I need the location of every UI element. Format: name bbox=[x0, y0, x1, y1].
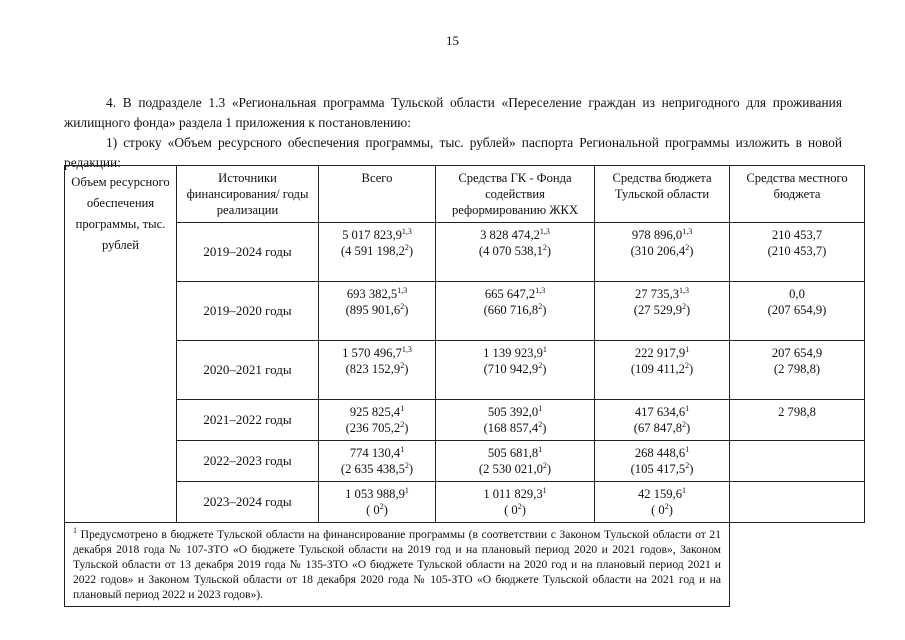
footnote-ref: 1 bbox=[538, 403, 543, 413]
local-cell-alt-value: (207 654,9) bbox=[767, 303, 827, 317]
closing-paren: ) bbox=[686, 421, 691, 435]
region-cell bbox=[595, 400, 730, 441]
year-cell: 2022–2023 годы bbox=[177, 441, 319, 482]
footnote-ref: 1,3 bbox=[682, 226, 693, 236]
fund-cell-alt-value: (710 942,9 bbox=[483, 362, 539, 376]
footnote-ref: 2 bbox=[379, 501, 384, 511]
total-cell-value: 5 017 823,9 bbox=[342, 228, 402, 242]
header-fund: Средства ГК - Фонда содействия реформированию ЖКХ bbox=[436, 166, 595, 223]
footnote-ref: 2 bbox=[682, 301, 687, 311]
fund-cell-alt-value: (2 530 021,0 bbox=[478, 462, 543, 476]
region-cell bbox=[595, 223, 730, 282]
fund-cell-value: 3 828 474,2 bbox=[480, 228, 540, 242]
table-row bbox=[65, 223, 865, 282]
fund-cell-alt-value: (168 857,4 bbox=[483, 421, 539, 435]
row-label: Объем ресурсного обеспечения программы, тыс. рублей bbox=[71, 175, 170, 252]
local-cell-value: 0,0 bbox=[789, 287, 805, 301]
total-cell bbox=[319, 482, 436, 523]
fund-cell bbox=[436, 223, 595, 282]
footnote-ref: 1,3 bbox=[401, 226, 412, 236]
footnote-ref: 1,3 bbox=[401, 344, 412, 354]
region-cell-value: 978 896,0 bbox=[631, 228, 683, 242]
footnote-mark: 1 bbox=[73, 526, 77, 536]
header-total: Всего bbox=[319, 166, 436, 223]
total-cell-value: 774 130,4 bbox=[349, 446, 401, 460]
closing-paren: ) bbox=[668, 503, 673, 517]
total-cell bbox=[319, 223, 436, 282]
table-row bbox=[65, 400, 865, 441]
closing-paren: ) bbox=[686, 303, 691, 317]
closing-paren: ) bbox=[688, 362, 694, 376]
fund-cell-alt-value: (4 070 538,1 bbox=[478, 244, 543, 258]
footnote-ref: 1 bbox=[538, 444, 543, 454]
footnote-ref: 2 bbox=[685, 242, 690, 252]
year-cell: 2021–2022 годы bbox=[177, 400, 319, 441]
region-cell-alt-value: ( 0 bbox=[651, 503, 665, 517]
local-cell-alt-value: (2 798,8) bbox=[773, 362, 821, 376]
paragraph-instruction: 1) строку «Объем ресурсного обеспечения программы, тыс. рублей» паспорта Региональной программы изложить в новой редакции: bbox=[64, 135, 842, 170]
total-cell-alt-value: (895 901,6 bbox=[345, 303, 401, 317]
local-cell-value: 2 798,8 bbox=[778, 405, 816, 419]
footnote-ref: 1 bbox=[685, 444, 690, 454]
total-cell-alt-value: (823 152,9 bbox=[345, 362, 401, 376]
resource-table bbox=[64, 165, 865, 607]
year-cell: 2019–2020 годы bbox=[177, 282, 319, 341]
header-region: Средства бюджета Тульской области bbox=[595, 166, 730, 223]
closing-paren: ) bbox=[521, 503, 526, 517]
local-cell-value: 207 654,9 bbox=[771, 346, 823, 360]
year-cell: 2023–2024 годы bbox=[177, 482, 319, 523]
region-cell-value: 27 735,3 bbox=[634, 287, 680, 301]
closing-paren: ) bbox=[546, 244, 552, 258]
region-cell-alt-value: (67 847,8 bbox=[633, 421, 683, 435]
header-local: Средства местного бюджета bbox=[730, 166, 865, 223]
local-cell bbox=[730, 400, 865, 441]
closing-paren: ) bbox=[404, 421, 409, 435]
region-cell bbox=[595, 441, 730, 482]
local-cell bbox=[730, 282, 865, 341]
footnote bbox=[65, 523, 730, 607]
footnote-ref: 1,3 bbox=[679, 285, 690, 295]
closing-paren: ) bbox=[689, 462, 694, 476]
footnote-ref: 2 bbox=[400, 419, 405, 429]
row-label-cell bbox=[65, 166, 177, 523]
local-cell-alt-value: (210 453,7) bbox=[767, 244, 827, 258]
region-cell-value: 222 917,9 bbox=[634, 346, 686, 360]
year-cell: 2020–2021 годы bbox=[177, 341, 319, 400]
region-cell-alt-value: (109 411,2 bbox=[630, 362, 685, 376]
region-cell bbox=[595, 282, 730, 341]
footnote-ref: 2 bbox=[682, 419, 687, 429]
header-row bbox=[65, 166, 865, 223]
local-cell bbox=[730, 441, 865, 482]
footnote-ref: 2 bbox=[538, 419, 543, 429]
footnote-ref: 2 bbox=[517, 501, 522, 511]
fund-cell-alt-value: (660 716,8 bbox=[483, 303, 539, 317]
fund-cell-value: 505 681,8 bbox=[487, 446, 539, 460]
region-cell-alt-value: (310 206,4 bbox=[630, 244, 686, 258]
footnote-ref: 2 bbox=[684, 360, 689, 370]
table-row bbox=[65, 441, 865, 482]
footnote-ref: 2 bbox=[685, 460, 690, 470]
closing-paren: ) bbox=[408, 244, 414, 258]
table-row bbox=[65, 341, 865, 400]
fund-cell-value: 1 011 829,3 bbox=[483, 487, 543, 501]
footnote-ref: 2 bbox=[400, 301, 405, 311]
fund-cell bbox=[436, 482, 595, 523]
footnote-ref: 2 bbox=[404, 460, 409, 470]
total-cell-value: 1 570 496,7 bbox=[342, 346, 402, 360]
closing-paren: ) bbox=[546, 462, 552, 476]
footnote-row bbox=[65, 523, 865, 607]
closing-paren: ) bbox=[542, 362, 547, 376]
paragraph-intro: 4. В подразделе 1.3 «Региональная программа Тульской области «Переселение граждан из непригодного для проживания жилищного фонда» раздела 1 приложения к постановлению: bbox=[64, 95, 842, 130]
fund-cell-alt-value: ( 0 bbox=[504, 503, 518, 517]
total-cell-alt-value: (4 591 198,2 bbox=[340, 244, 405, 258]
fund-cell bbox=[436, 400, 595, 441]
total-cell-value: 1 053 988,9 bbox=[345, 487, 405, 501]
region-cell-value: 268 448,6 bbox=[634, 446, 686, 460]
footnote-ref: 2 bbox=[542, 460, 547, 470]
footnote-ref: 2 bbox=[538, 301, 543, 311]
table-row bbox=[65, 282, 865, 341]
local-cell bbox=[730, 223, 865, 282]
closing-paren: ) bbox=[408, 462, 414, 476]
footnote-ref: 2 bbox=[664, 501, 669, 511]
region-cell-value: 417 634,6 bbox=[634, 405, 686, 419]
footnote-ref: 1 bbox=[685, 344, 690, 354]
table-row bbox=[65, 482, 865, 523]
footnote-ref: 1,3 bbox=[397, 285, 408, 295]
footnote-ref: 2 bbox=[542, 242, 547, 252]
fund-cell bbox=[436, 441, 595, 482]
closing-paren: ) bbox=[404, 303, 409, 317]
closing-paren: ) bbox=[689, 244, 694, 258]
footnote-ref: 1 bbox=[400, 403, 405, 413]
footnote-ref: 1 bbox=[682, 485, 687, 495]
footnote-ref: 1 bbox=[542, 485, 547, 495]
region-cell-alt-value: (27 529,9 bbox=[633, 303, 683, 317]
footnote-ref: 1 bbox=[404, 485, 409, 495]
total-cell bbox=[319, 441, 436, 482]
total-cell bbox=[319, 341, 436, 400]
closing-paren: ) bbox=[542, 303, 547, 317]
total-cell bbox=[319, 282, 436, 341]
header-sources: Источники финансирования/ годы реализации bbox=[177, 166, 319, 223]
region-cell bbox=[595, 341, 730, 400]
local-cell bbox=[730, 341, 865, 400]
footnote-ref: 2 bbox=[404, 242, 409, 252]
total-cell-value: 925 825,4 bbox=[349, 405, 401, 419]
total-cell-alt-value: ( 0 bbox=[366, 503, 380, 517]
footnote-ref: 2 bbox=[538, 360, 543, 370]
footnote-ref: 1,3 bbox=[539, 226, 550, 236]
page-number: 15 bbox=[446, 33, 459, 48]
closing-paren: ) bbox=[383, 503, 388, 517]
total-cell bbox=[319, 400, 436, 441]
region-cell-alt-value: (105 417,5 bbox=[630, 462, 686, 476]
fund-cell-value: 665 647,2 bbox=[484, 287, 536, 301]
local-cell-value: 210 453,7 bbox=[771, 228, 823, 242]
closing-paren: ) bbox=[542, 421, 547, 435]
footnote-ref: 1 bbox=[400, 444, 405, 454]
footnote-text: Предусмотрено в бюджете Тульской области на финансирование программы (в соответствии с Законом Тульской области от 21 декабря 2018 года № 107-ЗТО «О бюджете Тульской области на 2019 год и на плановый период 2020 и 2021 годов», Законом Тульской области от 13 декабря 2019 года № 135-ЗТО «О бюджете Тульской области на 2020 год и на плановый период 2021 и 2022 годов» и Законом Тульской области от 18 декабря 2020 года № 105-ЗТО «О бюджете Тульской области на 2021 год и на плановый период 2022 и 2023 годов»). bbox=[73, 528, 721, 601]
fund-cell bbox=[436, 341, 595, 400]
region-cell bbox=[595, 482, 730, 523]
total-cell-value: 693 382,5 bbox=[346, 287, 398, 301]
year-cell: 2019–2024 годы bbox=[177, 223, 319, 282]
total-cell-alt-value: (2 635 438,5 bbox=[340, 462, 405, 476]
fund-cell-value: 1 139 923,9 bbox=[483, 346, 543, 360]
total-cell-alt-value: (236 705,2 bbox=[345, 421, 401, 435]
footnote-ref: 1,3 bbox=[535, 285, 546, 295]
footnote-ref: 2 bbox=[400, 360, 405, 370]
fund-cell-value: 505 392,0 bbox=[487, 405, 539, 419]
local-cell bbox=[730, 482, 865, 523]
fund-cell bbox=[436, 282, 595, 341]
region-cell-value: 42 159,6 bbox=[637, 487, 683, 501]
footnote-ref: 1 bbox=[685, 403, 690, 413]
closing-paren: ) bbox=[404, 362, 409, 376]
footnote-ref: 1 bbox=[542, 344, 547, 354]
